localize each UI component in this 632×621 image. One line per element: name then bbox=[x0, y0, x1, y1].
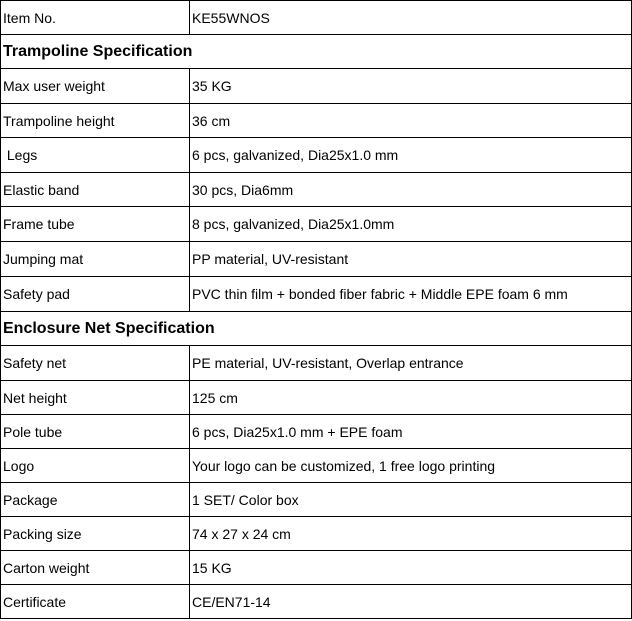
row-label: Item No. bbox=[1, 1, 190, 35]
row-value: 125 cm bbox=[190, 381, 632, 415]
row-value: 35 KG bbox=[190, 69, 632, 104]
section-heading: Trampoline Specification bbox=[1, 35, 632, 69]
row-label: Package bbox=[1, 483, 190, 517]
row-value: 8 pcs, galvanized, Dia25x1.0mm bbox=[190, 207, 632, 242]
row-value: 1 SET/ Color box bbox=[190, 483, 632, 517]
row-value: PP material, UV-resistant bbox=[190, 242, 632, 277]
row-value: 74 x 27 x 24 cm bbox=[190, 517, 632, 551]
row-value: 30 pcs, Dia6mm bbox=[190, 173, 632, 207]
row-label: Elastic band bbox=[1, 173, 190, 207]
row-label: Net height bbox=[1, 381, 190, 415]
table-row bbox=[1, 415, 632, 449]
table-row bbox=[1, 346, 632, 381]
table-row bbox=[1, 242, 632, 277]
row-label: Max user weight bbox=[1, 69, 190, 104]
row-value: Your logo can be customized, 1 free logo printing bbox=[190, 449, 632, 483]
table-row bbox=[1, 69, 632, 104]
row-label: Logo bbox=[1, 449, 190, 483]
row-value: PVC thin film + bonded fiber fabric + Middle EPE foam 6 mm bbox=[190, 277, 632, 312]
row-label: Pole tube bbox=[1, 415, 190, 449]
table-row bbox=[1, 207, 632, 242]
row-value: KE55WNOS bbox=[190, 1, 632, 35]
section-heading-row bbox=[1, 312, 632, 346]
section-heading: Enclosure Net Specification bbox=[1, 312, 632, 346]
row-value: 6 pcs, Dia25x1.0 mm + EPE foam bbox=[190, 415, 632, 449]
row-label: Certificate bbox=[1, 585, 190, 619]
section-heading-row bbox=[1, 35, 632, 69]
row-value: 15 KG bbox=[190, 551, 632, 585]
row-value: 36 cm bbox=[190, 104, 632, 138]
table-row bbox=[1, 517, 632, 551]
table-row bbox=[1, 551, 632, 585]
row-label: Safety net bbox=[1, 346, 190, 381]
row-value: 6 pcs, galvanized, Dia25x1.0 mm bbox=[190, 138, 632, 173]
table-row bbox=[1, 138, 632, 173]
row-label: Legs bbox=[1, 138, 190, 173]
table-row bbox=[1, 104, 632, 138]
row-label: Trampoline height bbox=[1, 104, 190, 138]
row-value: PE material, UV-resistant, Overlap entrance bbox=[190, 346, 632, 381]
row-label: Carton weight bbox=[1, 551, 190, 585]
table-row bbox=[1, 381, 632, 415]
row-label: Safety pad bbox=[1, 277, 190, 312]
table-row bbox=[1, 1, 632, 35]
row-label: Packing size bbox=[1, 517, 190, 551]
row-value: CE/EN71-14 bbox=[190, 585, 632, 619]
row-label: Frame tube bbox=[1, 207, 190, 242]
table-row bbox=[1, 483, 632, 517]
row-label: Jumping mat bbox=[1, 242, 190, 277]
table-row bbox=[1, 449, 632, 483]
table-row bbox=[1, 173, 632, 207]
table-row bbox=[1, 277, 632, 312]
table-row bbox=[1, 585, 632, 619]
